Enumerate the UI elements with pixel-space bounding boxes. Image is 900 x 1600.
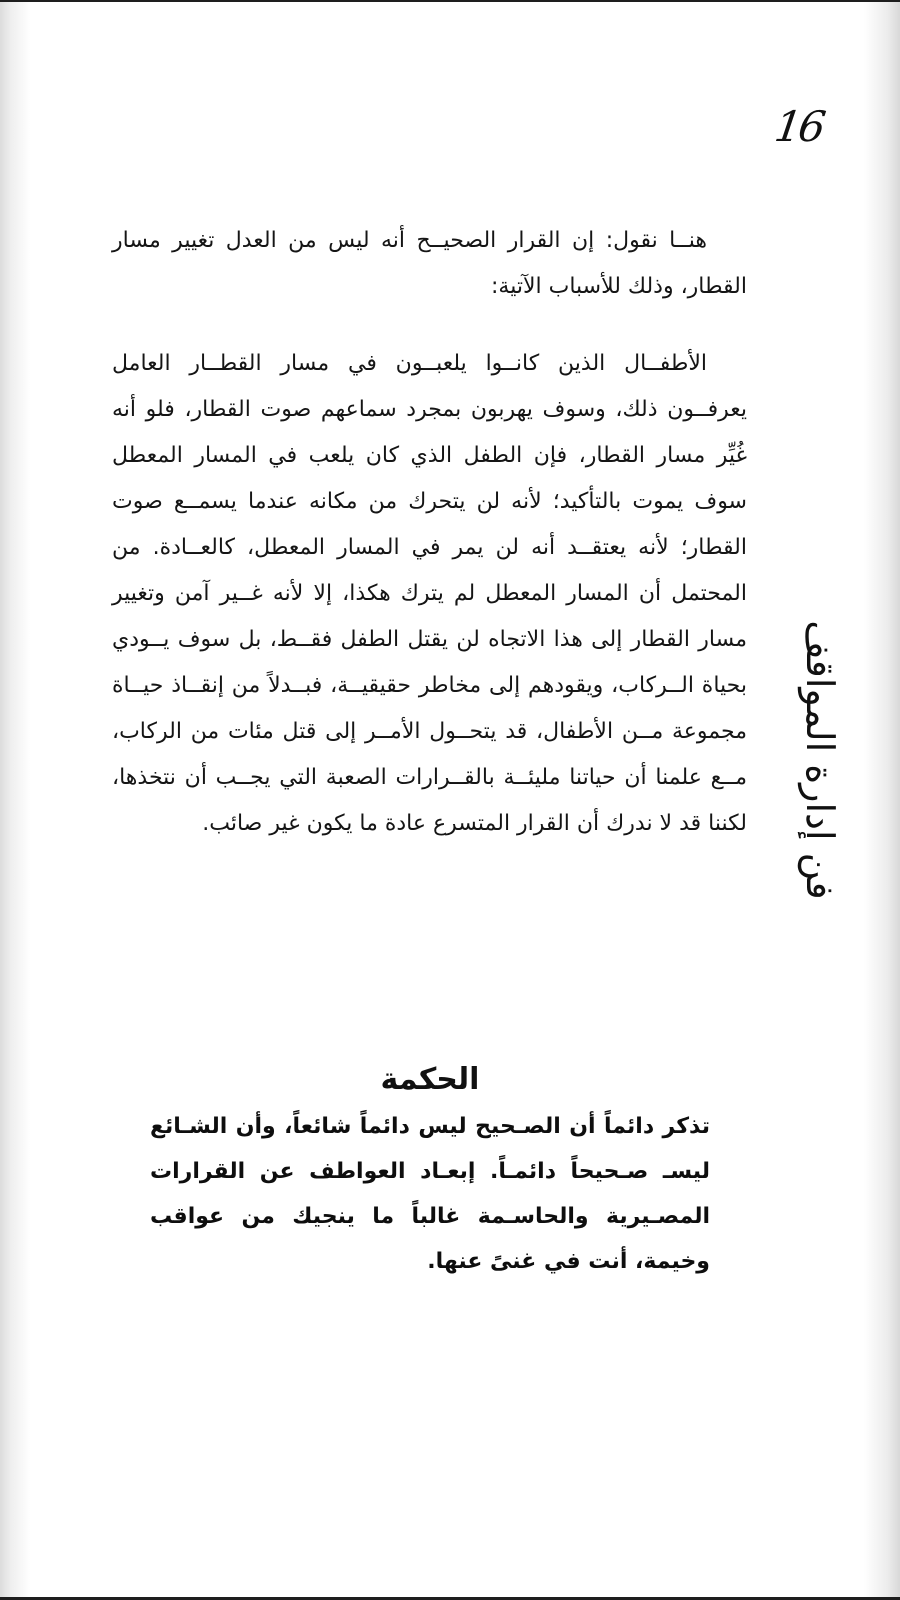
top-border bbox=[0, 0, 900, 2]
book-title-vertical: فن إدارة المواقف bbox=[798, 620, 842, 900]
left-page-shadow bbox=[0, 2, 30, 1597]
paragraph-reasons: الأطفــال الذين كانــوا يلعبــون في مسار القطــار العامل يعرفــون ذلك، وسوف يهربون بمجرد سماعهم صوت القطار، فلو أنه غُيِّر مسار القطار، فإن الطفل الذي كان يلعب في المسار المعطل سوف يموت بالتأكيد؛ لأنه لن يتحرك من مكانه عندما يسمــع صوت القطار؛ لأنه يعتقــد أنه لن يمر في المسار المعطل، كالعــادة. من المحتمل أن المسار المعطل لم يترك هكذا، إلا لأنه غــير آمن وتغيير مسار القطار إلى هذا الاتجاه لن يقتل الطفل فقــط، بل سوف يــودي بحياة الــركاب، ويقودهم إلى مخاطر حقيقيــة، فبــدلاً من إنقــاذ حيــاة مجموعة مــن الأطفال، قد يتحــول الأمــر إلى قتل مئات من الركاب، مــع علمنا أن حياتنا مليئــة بالقــرارات الصعبة التي يجــب أن نتخذها، لكننا قد لا ندرك أن القرار المتسرع عادة ما يكون غير صائب. bbox=[112, 351, 747, 836]
wisdom-heading: الحكمة bbox=[380, 1062, 480, 1097]
page-number: 16 bbox=[771, 102, 826, 151]
right-page-shadow bbox=[864, 2, 900, 1597]
paragraph-intro: هنــا نقول: إن القرار الصحيــح أنه ليس من العدل تغيير مسار القطار، وذلك للأسباب الآتية: bbox=[112, 228, 747, 299]
wisdom-text: تذكر دائماً أن الصـحيح ليس دائماً شائعاً، وأن الشـائع ليسـ صـحيحاً دائمـاً. إبعـاد العواطف عن القرارات المصـيرية والحاسـمة غالباً ما ينجيك من عواقب وخيمة، أنت في غنىً عنها. bbox=[150, 1114, 710, 1274]
